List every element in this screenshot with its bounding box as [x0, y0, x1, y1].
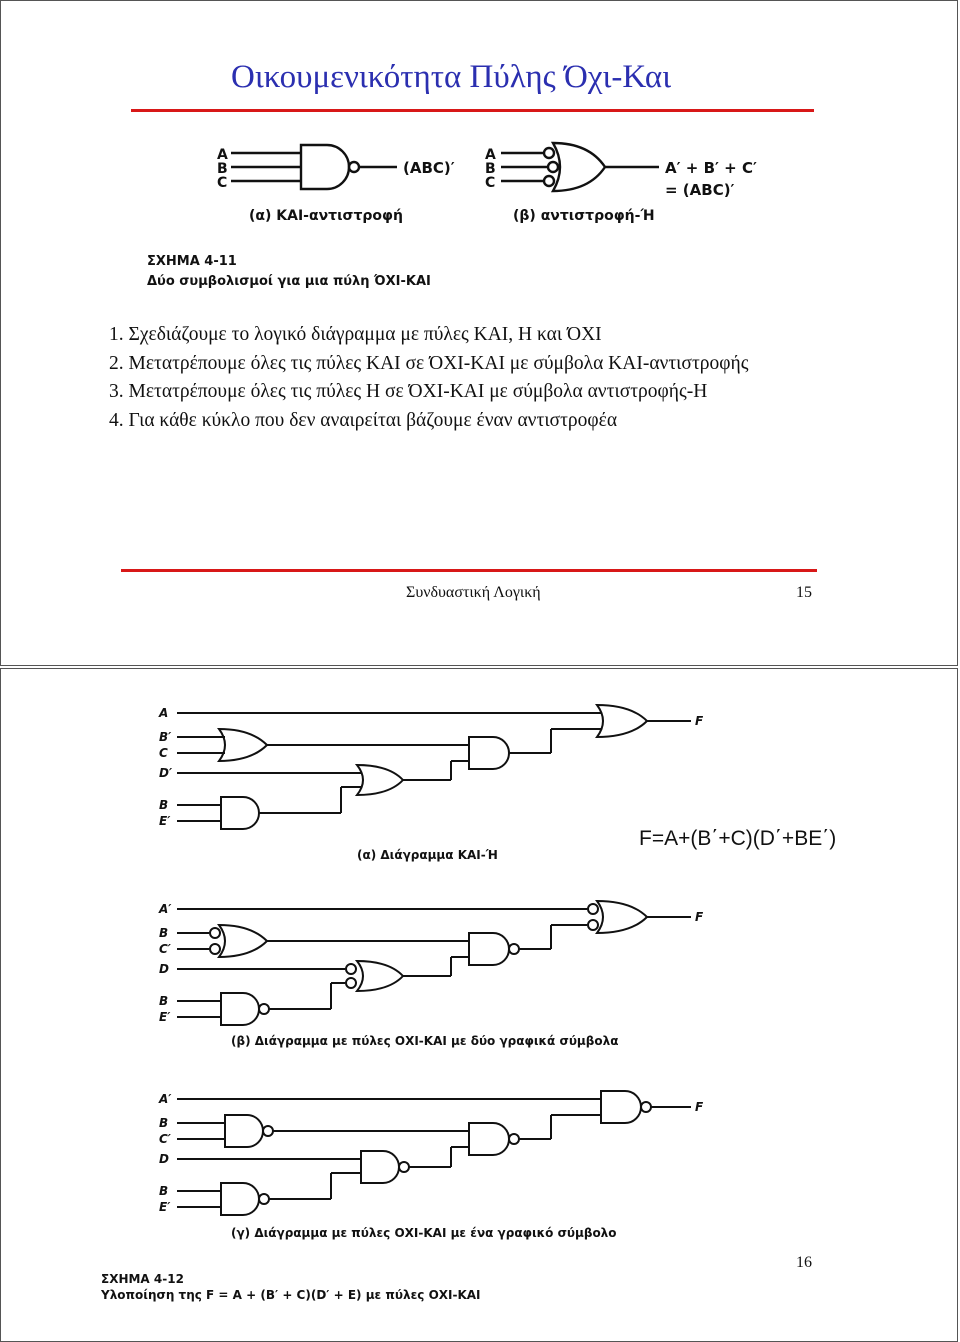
diag-a-in-b: B′	[159, 730, 172, 744]
diag-b-in-d: D	[159, 962, 169, 976]
diag-a-in-b2: B	[159, 798, 169, 812]
diag-a-in-e: E′	[159, 814, 171, 828]
diag-b-caption: (β) Διάγραμμα με πύλες ΟΧΙ-ΚΑΙ με δύο γραφικά σύμβολα	[231, 1034, 619, 1048]
diag-b-in-e: E′	[159, 1010, 171, 1024]
fig2-description: Υλοποίηση της F = A + (B′ + C)(D′ + E) με πύλες ΟΧΙ-ΚΑΙ	[101, 1288, 481, 1302]
diagram-c	[151, 1083, 711, 1253]
caption-b: (β) αντιστροφή-Ή	[513, 208, 655, 224]
diag-a-out-f: F	[695, 714, 704, 728]
or-inverted-inputs-symbol	[501, 143, 659, 191]
output-label-b2: = (ABC)′	[665, 181, 735, 199]
diag-a-in-a: A	[159, 706, 169, 720]
diagram-a	[151, 697, 711, 867]
step-4: 4. Για κάθε κύκλο που δεν αναιρείται βάζουμε έναν αντιστροφέα	[109, 409, 618, 431]
output-label-a: (ABC)′	[403, 159, 455, 177]
steps-list	[109, 321, 748, 435]
figure-4-12-caption	[101, 1269, 561, 1309]
diag-a-in-c: C	[159, 746, 168, 760]
diag-c-in-c: C′	[159, 1132, 171, 1146]
diag-b-in-a: A′	[159, 902, 172, 916]
output-label-b1: A′ + B′ + C′	[665, 159, 757, 177]
input-a-label-b: A	[485, 147, 496, 163]
fig2-label: ΣΧΗΜΑ 4-12	[101, 1272, 184, 1286]
figure-label: ΣΧΗΜΑ 4-11	[147, 254, 237, 269]
input-c-label: C	[217, 175, 228, 191]
nand-gate-symbol	[231, 145, 397, 189]
step-1: 1. Σχεδιάζουμε το λογικό διάγραμμα με πύλες ΚΑΙ, Η και ΌΧΙ	[109, 324, 602, 345]
slide-15	[0, 0, 958, 666]
input-b-label-b: B	[485, 161, 496, 177]
input-a-label: A	[217, 147, 228, 163]
diagram-b	[151, 893, 711, 1063]
input-b-label: B	[217, 161, 228, 177]
diag-c-in-b2: B	[159, 1184, 169, 1198]
diag-b-in-c: C′	[159, 942, 171, 956]
diag-c-in-d: D	[159, 1152, 169, 1166]
step-2: 2. Μετατρέπουμε όλες τις πύλες ΚΑΙ σε ΌΧΙ-ΚΑΙ με σύμβολα ΚΑΙ-αντιστροφής	[109, 352, 749, 374]
diag-c-in-b: B	[159, 1116, 169, 1130]
title-underline	[131, 109, 814, 112]
caption-a: (α) ΚΑΙ-αντιστροφή	[249, 208, 403, 224]
diag-a-caption: (α) Διάγραμμα ΚΑΙ-Ή	[357, 848, 498, 862]
footer-title: Συνδυαστική Λογική	[406, 584, 541, 601]
footer-rule	[121, 569, 817, 572]
diag-c-in-e: E′	[159, 1200, 171, 1214]
diag-a-in-d: D′	[159, 766, 173, 780]
diag-c-out-f: F	[695, 1100, 704, 1114]
diag-c-in-a: A′	[159, 1092, 172, 1106]
diag-b-in-b2: B	[159, 994, 169, 1008]
slide-title: Οικουμενικότητα Πύλης Όχι-Και	[231, 59, 672, 95]
diag-b-out-f: F	[695, 910, 704, 924]
page-number: 15	[796, 584, 812, 601]
diag-c-caption: (γ) Διάγραμμα με πύλες ΟΧΙ-ΚΑΙ με ένα γραφικό σύμβολο	[231, 1226, 617, 1240]
slide-16	[0, 668, 958, 1342]
input-c-label-b: C	[485, 175, 496, 191]
step-3: 3. Μετατρέπουμε όλες τις πύλες Η σε ΌΧΙ-ΚΑΙ με σύμβολα αντιστροφής-Η	[109, 381, 708, 403]
page-number-2: 16	[796, 1254, 812, 1271]
boolean-formula: F=A+(B΄+C)(D΄+BE΄)	[639, 827, 837, 850]
figure-4-11	[119, 119, 779, 309]
figure-description: Δύο συμβολισμοί για μια πύλη ΌΧΙ-ΚΑΙ	[147, 274, 431, 289]
diag-b-in-b: B	[159, 926, 169, 940]
